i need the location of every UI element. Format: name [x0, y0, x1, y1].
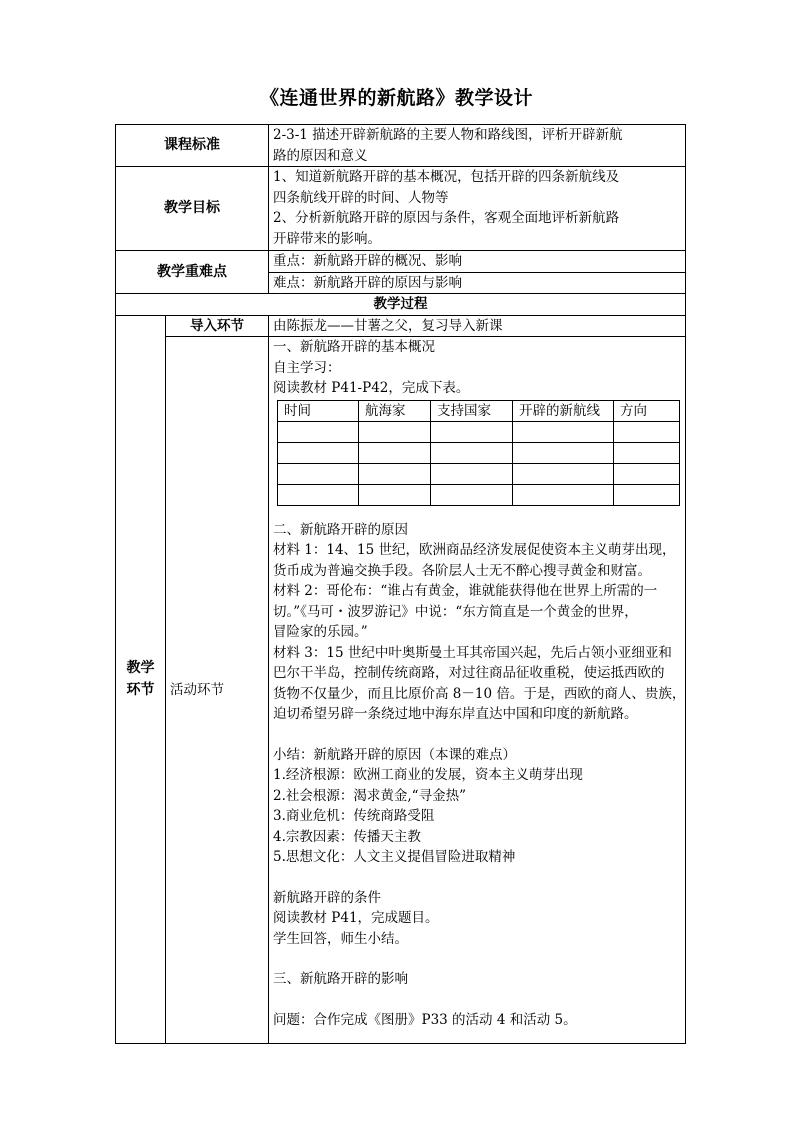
section-title: 一、新航路开辟的基本概况	[273, 339, 435, 355]
summary-item: 1.经济根源：欧洲工商业的发展，资本主义萌芽出现	[273, 767, 583, 783]
activity-row	[116, 337, 686, 1044]
spacer	[273, 990, 681, 1010]
intro-row	[116, 315, 686, 337]
summary-item: 2.社会根源：渴求黄金,“寻金热”	[273, 787, 466, 804]
voyage-table-blank-row	[278, 484, 680, 505]
blank-cell[interactable]	[513, 421, 614, 442]
blank-cell[interactable]	[359, 442, 431, 463]
objective-line: 1、知道新航路开辟的基本概况，包括开辟的四条新航线及	[273, 169, 620, 185]
blank-cell[interactable]	[278, 463, 359, 484]
teaching-stage-label-line: 环节	[126, 682, 155, 699]
blank-cell[interactable]	[359, 484, 431, 505]
blank-cell[interactable]	[431, 421, 513, 442]
blank-cell[interactable]	[431, 484, 513, 505]
voyage-table-blank-row	[278, 463, 680, 484]
curriculum-label: 课程标准	[116, 125, 269, 167]
material-line: 货币成为普遍交换手段。各阶层人士无不醉心搜寻黄金和财富。	[273, 562, 651, 579]
material-line: 材料 3：15 世纪中叶奥斯曼土耳其帝国兴起，先后占领小亚细亚和	[273, 644, 672, 661]
section-title: 三、新航路开辟的影响	[273, 971, 408, 987]
objective-line: 2、分析新航路开辟的原因与条件，客观全面地评析新航路	[273, 210, 620, 226]
section-title: 二、新航路开辟的原因	[273, 521, 408, 538]
blank-cell[interactable]	[513, 442, 614, 463]
objectives-row	[116, 167, 686, 251]
blank-cell[interactable]	[278, 484, 359, 505]
spacer	[273, 725, 681, 745]
blank-cell[interactable]	[359, 421, 431, 442]
voyage-table-header: 方向	[614, 400, 680, 421]
curriculum-row	[116, 125, 686, 167]
key-points-label: 教学重难点	[116, 251, 269, 294]
voyage-table-header: 支持国家	[431, 400, 513, 421]
activity-label: 活动环节	[166, 337, 269, 1044]
key-point-difficulty: 难点：新航路开辟的原因与影响	[269, 272, 686, 294]
objectives-content	[269, 167, 686, 251]
spacer	[273, 949, 681, 969]
question-line: 问题：合作完成《图册》P33 的活动 4 和活动 5。	[273, 1011, 577, 1028]
conditions-followup: 学生回答，师生小结。	[273, 930, 408, 947]
voyage-table-header: 时间	[278, 400, 359, 421]
blank-cell[interactable]	[513, 463, 614, 484]
material-line: 冒险家的乐园。”	[273, 624, 368, 640]
blank-cell[interactable]	[431, 442, 513, 463]
teaching-stage-label	[116, 315, 166, 1044]
voyage-table-blank-row	[278, 442, 680, 463]
material-line: 迫切希望另辟一条绕过地中海东岸直达中国和印度的新航路。	[273, 706, 638, 722]
activity-content	[269, 337, 686, 1044]
process-header-row	[116, 294, 686, 316]
material-line: 材料 2：哥伦布：“谁占有黄金，谁就能获得他在世界上所需的一	[273, 583, 658, 599]
blank-cell[interactable]	[359, 463, 431, 484]
summary-item: 4.宗教因素：传播天主教	[273, 828, 421, 845]
summary-item: 3.商业危机：传统商路受阻	[273, 808, 435, 824]
material-line: 切。”《马可・波罗游记》中说：“东方简直是一个黄金的世界，	[273, 603, 638, 620]
key-points-row-focus	[116, 251, 686, 273]
voyage-table-header: 开辟的新航线	[513, 400, 614, 421]
curriculum-content	[269, 125, 686, 167]
teaching-stage-label-line: 教学	[126, 660, 155, 677]
spacer	[273, 868, 681, 888]
blank-cell[interactable]	[513, 484, 614, 505]
blank-cell[interactable]	[278, 421, 359, 442]
conditions-title: 新航路开辟的条件	[273, 889, 381, 906]
summary-item: 5.思想文化：人文主义提倡冒险进取精神	[273, 849, 516, 865]
voyage-table-header-row	[278, 400, 680, 421]
voyage-table-header: 航海家	[359, 400, 431, 421]
self-study-label: 自主学习：	[273, 359, 341, 376]
material-line: 货物不仅量少，而且比原价高 8－10 倍。于是，西欧的商人、贵族，	[273, 685, 686, 702]
objective-line: 四条航线开辟的时间、人物等	[273, 189, 449, 206]
voyage-fill-table	[277, 400, 680, 506]
objectives-label: 教学目标	[116, 167, 269, 251]
lesson-plan-table	[115, 124, 686, 1044]
intro-content: 由陈振龙——甘薯之父，复习导入新课	[269, 315, 686, 337]
blank-cell[interactable]	[614, 484, 680, 505]
material-line: 巴尔干半岛，控制传统商路，对过往商品征收重税，使运抵西欧的	[273, 665, 665, 681]
blank-cell[interactable]	[614, 463, 680, 484]
curriculum-line: 2-3-1 描述开辟新航路的主要人物和路线图，评析开辟新航	[273, 127, 623, 143]
key-point-focus: 重点：新航路开辟的概况、影响	[269, 251, 686, 273]
blank-cell[interactable]	[278, 442, 359, 463]
process-header: 教学过程	[116, 294, 686, 316]
summary-title: 小结：新航路开辟的原因（本课的难点）	[273, 746, 516, 763]
voyage-table-blank-row	[278, 421, 680, 442]
curriculum-line: 路的原因和意义	[273, 147, 368, 164]
blank-cell[interactable]	[614, 421, 680, 442]
objective-line: 开辟带来的影响。	[273, 230, 381, 247]
reading-task: 阅读教材 P41-P42，完成下表。	[273, 380, 470, 396]
intro-label: 导入环节	[166, 315, 269, 337]
document-title: 《连通世界的新航路》教学设计	[259, 87, 533, 109]
blank-cell[interactable]	[431, 463, 513, 484]
blank-cell[interactable]	[614, 442, 680, 463]
conditions-task: 阅读教材 P41，完成题目。	[273, 910, 439, 926]
material-line: 材料 1：14、15 世纪，欧洲商品经济发展促使资本主义萌芽出现，	[273, 542, 676, 558]
